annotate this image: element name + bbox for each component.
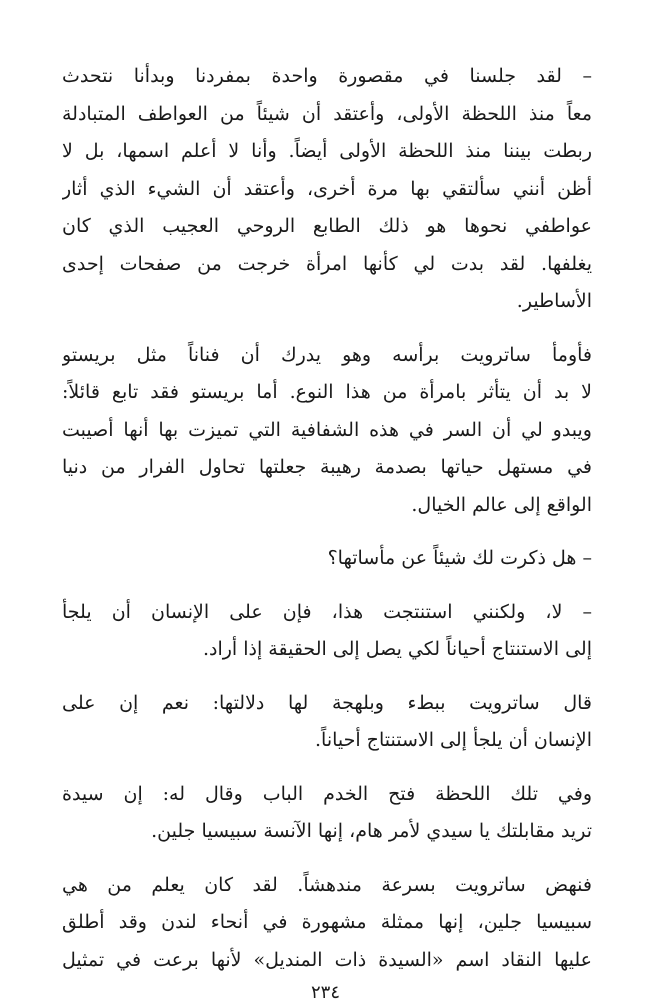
text-line: – هل ذكرت لك شيئاً عن مأساتها؟: [327, 547, 592, 569]
text-line: فأومأ ساترويت برأسه وهو يدرك أن فناناً مثل بريستو: [62, 343, 592, 366]
text-line: إلى الاستنتاج أحياناً لكي يصل إلى الحقيقة إذا أراد.: [202, 638, 592, 660]
text-line: – لا، ولكنني استنتجت هذا، فإن على الإنسان أن يلجأ: [62, 600, 592, 623]
paragraph-7: [62, 867, 592, 980]
text-line: معاً منذ اللحظة الأولى، وأعتقد أن شيئاً من العواطف المتبادلة: [62, 102, 592, 125]
text-line: سبيسيا جلين، إنها ممثلة مشهورة في أنحاء لندن وقد أطلق: [62, 911, 592, 933]
text-line: قال ساترويت ببطء وبلهجة لها دلالتها: نعم إن على: [62, 691, 592, 714]
text-line: الواقع إلى عالم الخيال.: [411, 493, 592, 516]
text-line: – لقد جلسنا في مقصورة واحدة بمفردنا وبدأنا نتحدث: [62, 65, 592, 87]
text-line: وفي تلك اللحظة فتح الخدم الباب وقال له: إن سيدة: [62, 782, 592, 805]
text-line: في مستهل حياتها بصدمة رهيبة جعلتها تحاول الفرار من دنيا: [62, 456, 592, 478]
text-line: الإنسان أن يلجأ إلى الاستنتاج أحياناً.: [314, 729, 592, 751]
page-body: [62, 58, 592, 995]
text-line: أظن أنني سألتقي بها مرة أخرى، وأعتقد أن الشيء الذي أثار: [62, 177, 592, 200]
text-line: يغلفها. لقد بدت لي كأنها امرأة خرجت من صفحات إحدى: [62, 252, 592, 275]
paragraph-2: [62, 337, 592, 525]
page-number: ٢٣٤: [310, 982, 340, 1000]
text-line: لا بد أن يتأثر بامرأة من هذا النوع. أما بريستو فقد تابع قائلاً:: [62, 381, 592, 403]
text-line: فنهض ساترويت بسرعة مندهشاً. لقد كان يعلم من هي: [62, 873, 592, 896]
text-line: ربطت بيننا منذ اللحظة الأولى أيضاً. وأنا لا أعلم اسمها، بل لا: [62, 140, 592, 162]
paragraph-3: [62, 540, 592, 578]
text-line: عليها النقاد اسم «السيدة ذات المنديل» لأنها برعت في تمثيل: [62, 948, 592, 971]
paragraph-6: [62, 776, 592, 851]
text-line: عواطفي نحوها هو ذلك الطابع الروحي العجيب الذي كان: [62, 215, 592, 237]
text-line: ويبدو لي أن السر في هذه الشفافية التي تميزت بها أنها أصيبت: [62, 418, 592, 441]
paragraph-1: [62, 58, 592, 321]
paragraph-4: [62, 594, 592, 669]
text-line: الأساطير.: [516, 290, 592, 312]
text-line: تريد مقابلتك يا سيدي لأمر هام، إنها الآنسة سبيسيا جلين.: [151, 820, 592, 842]
paragraph-5: [62, 685, 592, 760]
